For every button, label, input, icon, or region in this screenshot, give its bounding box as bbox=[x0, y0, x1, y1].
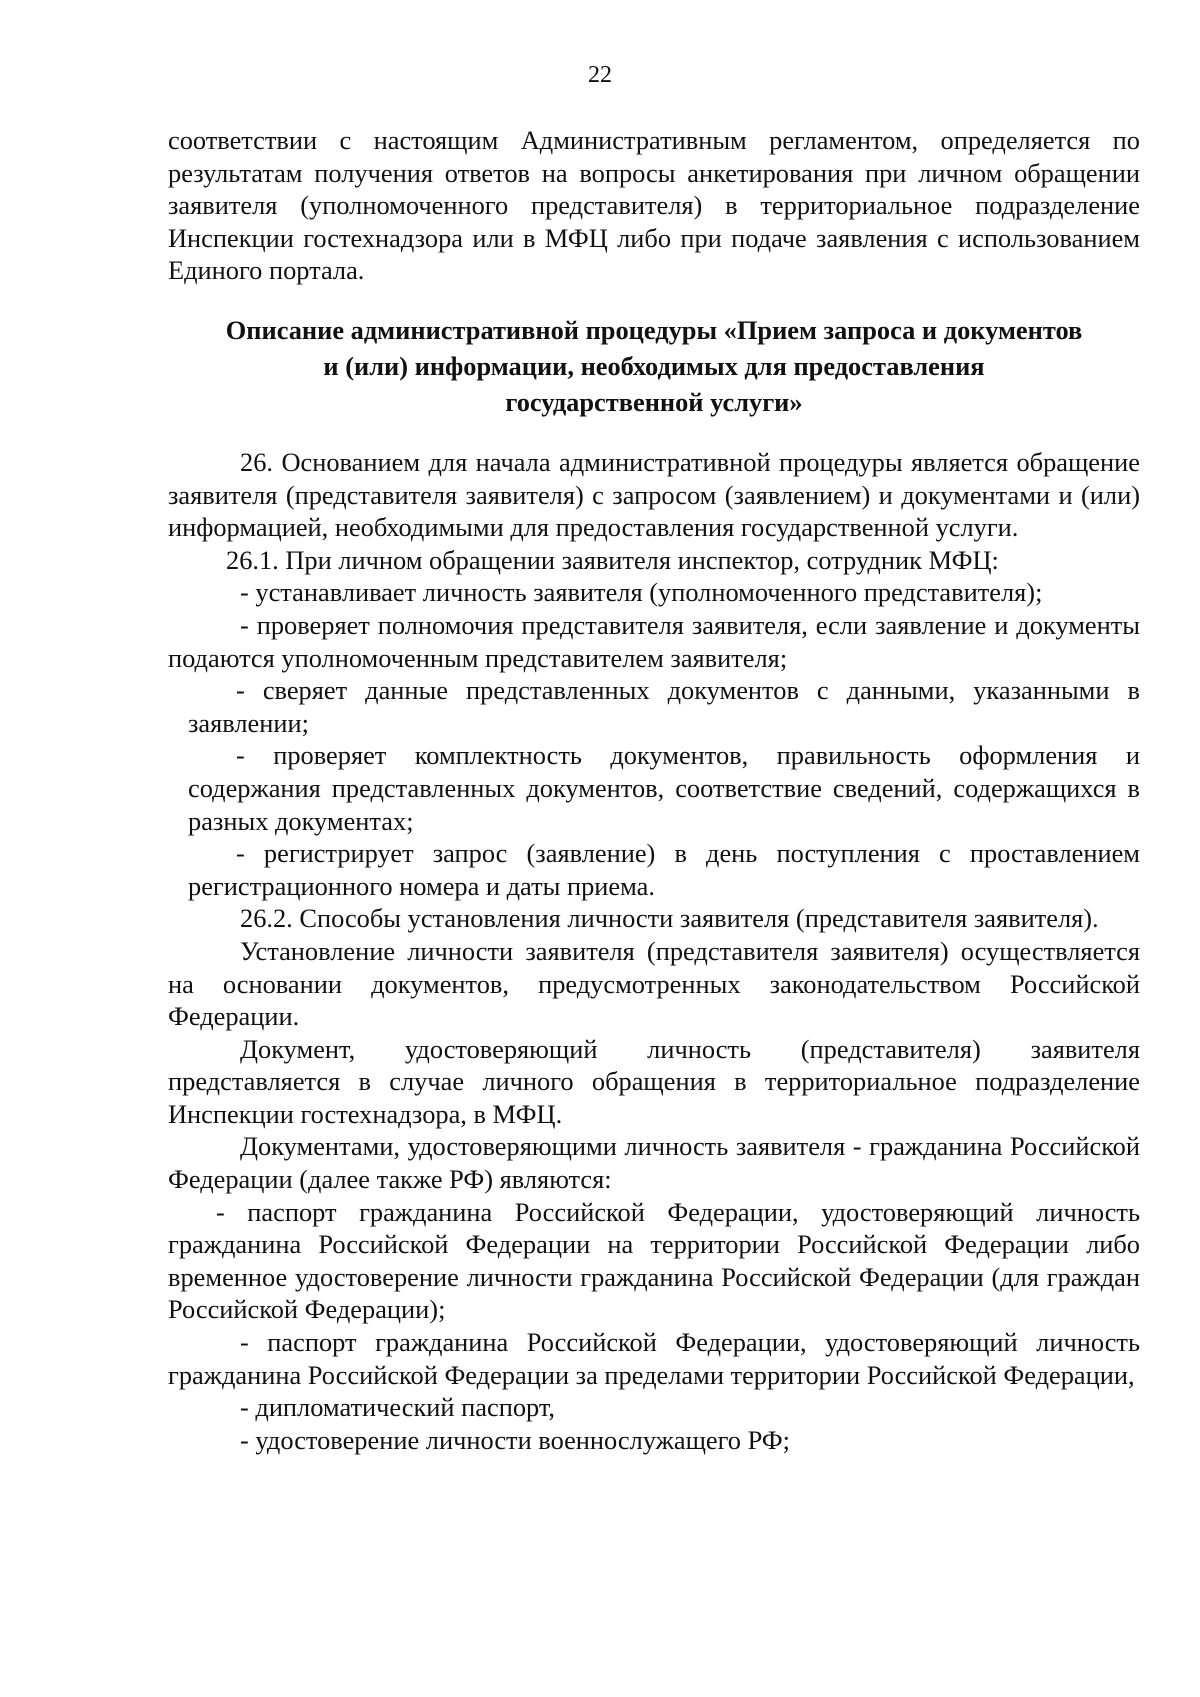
paragraph-26-2: 26.2. Способы установления личности заявителя (представителя заявителя). bbox=[240, 903, 1099, 934]
heading-line-2: и (или) информации, необходимых для предоставления bbox=[323, 351, 985, 381]
list-item: - сверяет данные представленных документов с данными, указанными в заявлении; bbox=[188, 675, 1140, 738]
heading-line-1: Описание административной процедуры «Прием запроса и документов bbox=[225, 315, 1083, 345]
paragraph-identity-documents-list: Документами, удостоверяющими личность заявителя - гражданина Российской Федерации (далее также РФ) являются: bbox=[168, 1131, 1140, 1195]
section-heading bbox=[168, 312, 1140, 420]
paragraph-identity-document: Документ, удостоверяющий личность (представителя) заявителя представляется в случае личного обращения в территориальное подразделение Инспекции гостехнадзора, в МФЦ. bbox=[168, 1033, 1140, 1129]
list-item: - устанавливает личность заявителя (уполномоченного представителя); bbox=[240, 577, 1043, 608]
list-item: - паспорт гражданина Российской Федерации, удостоверяющий личность гражданина Российской Федерации на территории Российской Федерации либо временное удостоверение личности гражданина Российской Федерации (для граждан Российской Федерации); bbox=[168, 1196, 1140, 1325]
paragraph-identification: Установление личности заявителя (представителя заявителя) осуществляется на основании документов, предусмотренных законодательством Российской Федерации. bbox=[168, 935, 1140, 1032]
list-item: - удостоверение личности военнослужащего РФ; bbox=[240, 1424, 790, 1455]
heading-line-3: государственной услуги» bbox=[505, 387, 803, 417]
list-item: - дипломатический паспорт, bbox=[240, 1392, 556, 1423]
list-item: - паспорт гражданина Российской Федерации, удостоверяющий личность гражданина Российской Федерации за пределами территории Российской Федерации, bbox=[168, 1327, 1140, 1390]
intro-paragraph: соответствии с настоящим Административным регламентом, определяется по результатам получения ответов на вопросы анкетирования при личном обращении заявителя (уполномоченного представителя) в территориальное подразделение Инспекции гостехнадзора или в МФЦ либо при подаче заявления с использованием Единого портала. bbox=[168, 125, 1140, 286]
list-item: - проверяет полномочия представителя заявителя, если заявление и документы подаются уполномоченным представителем заявителя; bbox=[168, 609, 1140, 673]
intro-section bbox=[168, 124, 1140, 287]
list-item: - проверяет комплектность документов, правильность оформления и содержания представленных документов, соответствие сведений, содержащихся в разных документах; bbox=[188, 740, 1140, 836]
paragraph-26-1: 26.1. При личном обращении заявителя инспектор, сотрудник МФЦ: bbox=[226, 544, 999, 575]
paragraph-26: 26. Основанием для начала административной процедуры является обращение заявителя (представителя заявителя) с запросом (заявлением) и документами и (или) информацией, необходимыми для предоставления государственной услуги. bbox=[168, 447, 1140, 543]
main-section bbox=[168, 446, 1140, 1456]
page-number: 22 bbox=[588, 62, 612, 88]
list-item: - регистрирует запрос (заявление) в день поступления с проставлением регистрационного номера и даты приема. bbox=[188, 838, 1140, 901]
